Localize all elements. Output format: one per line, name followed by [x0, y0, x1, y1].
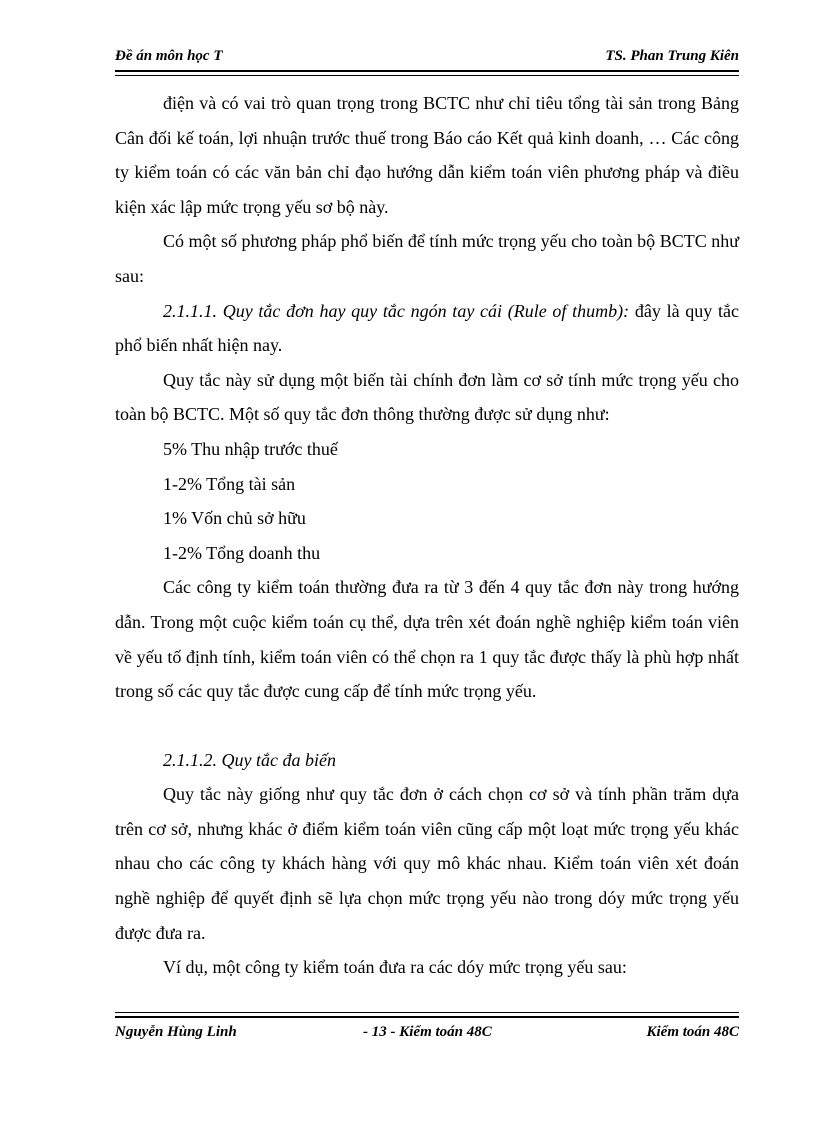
page-header: [115, 48, 739, 68]
footer-page-number: - 13 - Kiểm toán 48C: [363, 1024, 492, 1040]
paragraph: Quy tắc này giống như quy tắc đơn ở cách chọn cơ sở và tính phần trăm dựa trên cơ sở, nhưng khác ở điểm kiểm toán viên cũng cấp một loạt mức trọng yếu khác nhau cho các công ty khách hàng với quy mô khác nhau. Kiểm toán viên xét đoán nghề nghiệp để quyết định sẽ lựa chọn mức trọng yếu nào trong dóy mức trọng yếu được đưa ra.: [115, 784, 739, 943]
paragraph: điện và có vai trò quan trọng trong BCTC như chỉ tiêu tổng tài sản trong Bảng Cân đối kế toán, lợi nhuận trước thuế trong Báo cáo Kết quả kinh doanh, … Các công ty kiểm toán có các văn bản chỉ đạo hướng dẫn kiểm toán viên phương pháp và điều kiện xác lập mức trọng yếu sơ bộ này.: [115, 93, 739, 217]
list-item: 1-2% Tổng doanh thu: [163, 542, 321, 563]
paragraph: Có một số phương pháp phổ biến để tính mức trọng yếu cho toàn bộ BCTC như sau:: [115, 231, 739, 286]
list-item: 1-2% Tổng tài sản: [163, 473, 296, 494]
spacer: [115, 709, 739, 743]
header-rule-thick: [115, 70, 739, 72]
list-item: 1% Vốn chủ sở hữu: [163, 508, 306, 529]
paragraph-text: đây là quy tắc phổ biến nhất hiện nay.: [115, 300, 739, 356]
page-footer: [115, 1024, 739, 1044]
footer-author: Nguyễn Hùng Linh: [115, 1024, 237, 1040]
paragraph: Ví dụ, một công ty kiểm toán đưa ra các dóy mức trọng yếu sau:: [163, 957, 627, 978]
section-heading-2-1-1-1: 2.1.1.1. Quy tắc đơn hay quy tắc ngón tay cái (Rule of thumb):: [163, 300, 630, 321]
paragraph-rule-of-thumb: [115, 294, 739, 363]
header-course-title: Đề án môn học T: [115, 48, 223, 64]
header-instructor: TS. Phan Trung Kiên: [605, 48, 739, 64]
paragraph: Các công ty kiểm toán thường đưa ra từ 3 đến 4 quy tắc đơn này trong hướng dẫn. Trong một cuộc kiểm toán cụ thể, dựa trên xét đoán nghề nghiệp kiểm toán viên về yếu tố định tính, kiểm toán viên có thể chọn ra 1 quy tắc được thấy là phù hợp nhất trong số các quy tắc được cung cấp để tính mức trọng yếu.: [115, 577, 739, 702]
footer-rule-thin: [115, 1012, 739, 1013]
list-item: 5% Thu nhập trước thuế: [163, 438, 338, 459]
paragraph: Quy tắc này sử dụng một biến tài chính đơn làm cơ sở tính mức trọng yếu cho toàn bộ BCTC. Một số quy tắc đơn thông thường được sử dụng như:: [115, 369, 739, 425]
footer-class: Kiểm toán 48C: [646, 1024, 739, 1040]
header-rule-thin: [115, 75, 739, 76]
footer-rule-thick: [115, 1016, 739, 1018]
section-heading-2-1-1-2: 2.1.1.2. Quy tắc đa biến: [163, 749, 336, 770]
page-body: [115, 86, 739, 985]
